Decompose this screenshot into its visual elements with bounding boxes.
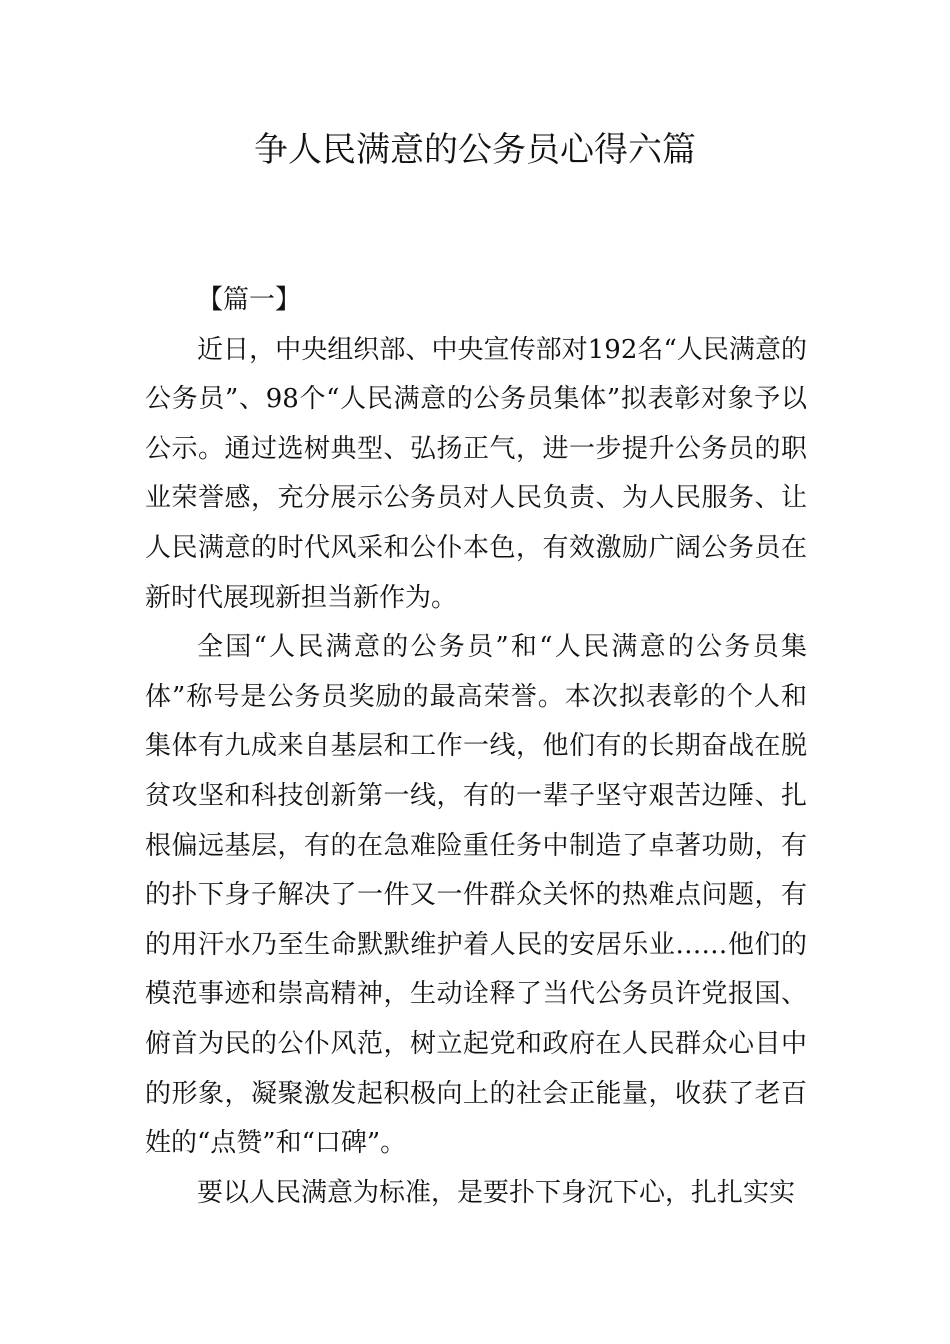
paragraph-2: 全国“人民满意的公务员”和“人民满意的公务员集体”称号是公务员奖励的最高荣誉。本次拟表彰的个人和集体有九成来自基层和工作一线，他们有的长期奋战在脱贫攻坚和科技创新第一线，有的一辈子坚守艰苦边陲、扎根偏远基层，有的在急难险重任务中制造了卓著功勋，有的扑下身子解决了一件又一件群众关怀的热难点问题，有的用汗水乃至生命默默维护着人民的安居乐业……他们的模范事迹和崇高精神，生动诠释了当代公务员许党报国、俯首为民的公仆风范，树立起党和政府在人民群众心目中的形象，凝聚激发起积极向上的社会正能量，收获了老百姓的“点赞”和“口碑”。 <box>145 632 807 1159</box>
section-label: 【篇一】 <box>197 285 302 315</box>
document-body <box>145 276 807 1218</box>
paragraph-1: 近日，中央组织部、中央宣传部对192名“人民满意的公务员”、98个“人民满意的公务员集体”拟表彰对象予以公示。通过选树典型、弘扬正气，进一步提升公务员的职业荣誉感，充分展示公务员对人民负责、为人民服务、让人民满意的时代风采和公仆本色，有效激励广阔公务员在新时代展现新担当新作为。 <box>145 334 807 613</box>
document-title: 争人民满意的公务员心得六篇 <box>254 130 696 170</box>
paragraph-3: 要以人民满意为标准，是要扑下身沉下心，扎扎实实 <box>197 1177 796 1208</box>
